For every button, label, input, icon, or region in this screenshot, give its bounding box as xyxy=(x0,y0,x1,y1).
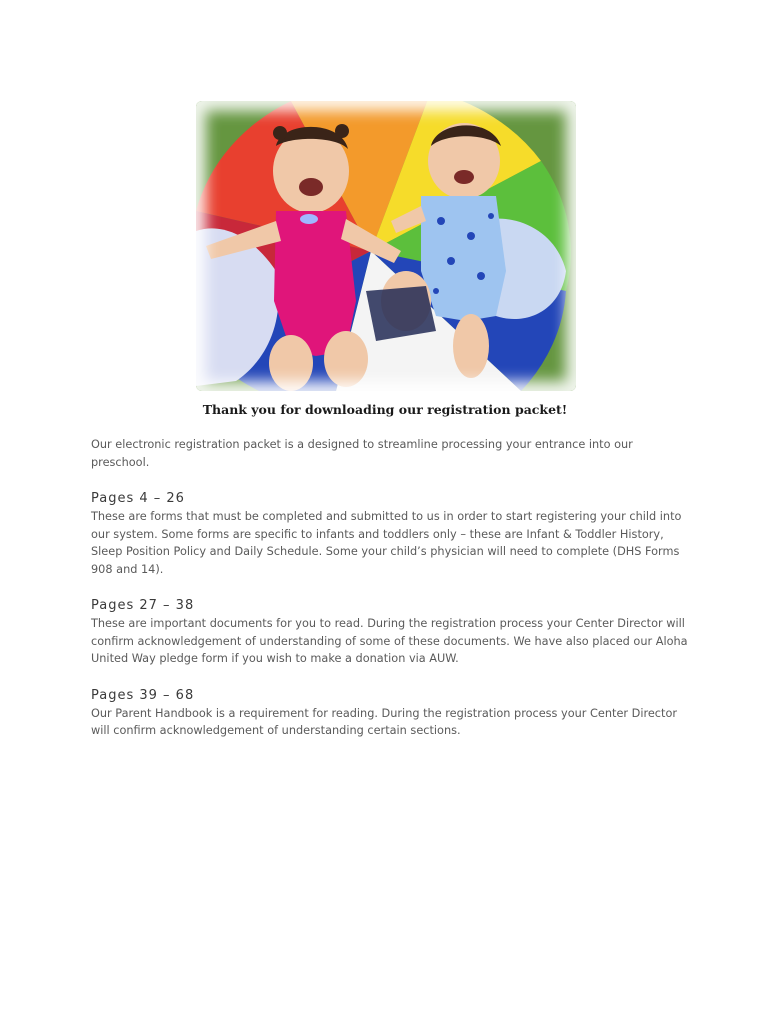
header-photo xyxy=(196,101,576,391)
section-body: These are important documents for you to read. During the registration process your Center Director will confirm acknowledgement of understanding of some of these documents. We have also placed our Aloha United Way pledge form if you wish to make a donation via AUW. xyxy=(91,617,688,665)
section-pages-39-68 xyxy=(91,687,691,740)
section-body: These are forms that must be completed and submitted to us in order to start registering your child into our system. Some forms are specific to infants and toddlers only – these are Infant & Toddler History, Sleep Position Policy and Daily Schedule. Some your child’s physician will need to complete (DHS Forms 908 and 14). xyxy=(91,510,682,576)
document-body xyxy=(91,436,691,740)
section-body: Our Parent Handbook is a requirement for reading. During the registration process your Center Director will confirm acknowledgement of understanding certain sections. xyxy=(91,706,678,737)
page-title: Thank you for downloading our registration packet! xyxy=(202,402,568,417)
section-heading: Pages 4 – 26 xyxy=(91,491,185,506)
section-heading: Pages 27 – 38 xyxy=(91,598,195,613)
intro-paragraph: Our electronic registration packet is a designed to streamline processing your entrance into our preschool. xyxy=(91,438,633,469)
section-pages-4-26 xyxy=(91,490,691,578)
babies-on-beach-ball-image xyxy=(196,101,576,391)
section-pages-27-38 xyxy=(91,597,691,668)
section-heading: Pages 39 – 68 xyxy=(91,687,195,703)
